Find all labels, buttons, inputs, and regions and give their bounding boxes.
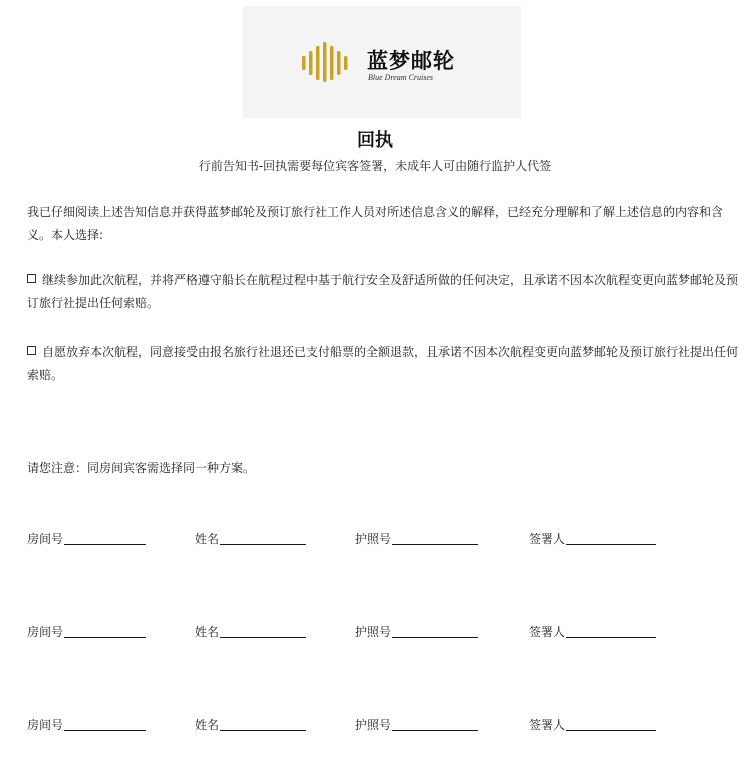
signer-blank[interactable]	[566, 622, 656, 638]
name-field	[195, 528, 306, 550]
name-blank[interactable]	[220, 622, 306, 638]
passport-field	[355, 714, 478, 736]
signer-blank[interactable]	[566, 715, 656, 731]
room-label: 房间号	[27, 625, 64, 639]
signer-field	[529, 528, 656, 550]
passport-blank[interactable]	[392, 529, 478, 545]
name-field	[195, 714, 306, 736]
room-field	[27, 714, 146, 736]
passport-label: 护照号	[355, 532, 392, 546]
room-field	[27, 621, 146, 643]
option-continue	[27, 269, 739, 315]
room-blank[interactable]	[64, 622, 146, 638]
name-field	[195, 621, 306, 643]
name-blank[interactable]	[220, 529, 306, 545]
signature-row	[0, 621, 750, 643]
page-subtitle: 行前告知书-回执需要每位宾客签署，未成年人可由随行监护人代签	[198, 159, 552, 173]
name-label: 姓名	[195, 625, 220, 639]
signer-field	[529, 621, 656, 643]
brand-name-en: Blue Dream Cruises	[368, 73, 434, 82]
option-withdraw	[27, 341, 739, 387]
signer-label: 签署人	[529, 718, 566, 732]
page-title: 回执	[357, 130, 393, 151]
room-blank[interactable]	[64, 529, 146, 545]
signer-field	[529, 714, 656, 736]
room-label: 房间号	[27, 532, 64, 546]
notice-text: 请您注意：同房间宾客需选择同一种方案。	[27, 461, 256, 475]
option-continue-label: 继续参加此次航程，并将严格遵守船长在航程过程中基于航行安全及舒适所做的任何决定，且承诺不因本次航程变更向蓝梦邮轮及预订旅行社提出任何索赔。	[27, 273, 739, 310]
option-withdraw-checkbox[interactable]	[27, 346, 36, 355]
passport-blank[interactable]	[392, 622, 478, 638]
statement-text: 我已仔细阅读上述告知信息并获得蓝梦邮轮及预订旅行社工作人员对所述信息含义的解释，已经充分理解和了解上述信息的内容和含义。本人选择:	[27, 205, 724, 242]
passport-blank[interactable]	[392, 715, 478, 731]
room-field	[27, 528, 146, 550]
passport-field	[355, 528, 478, 550]
name-label: 姓名	[195, 532, 220, 546]
name-blank[interactable]	[220, 715, 306, 731]
room-blank[interactable]	[64, 715, 146, 731]
passport-label: 护照号	[355, 625, 392, 639]
room-label: 房间号	[27, 718, 64, 732]
signer-label: 签署人	[529, 625, 566, 639]
logo-bars-icon	[302, 42, 354, 82]
signature-row	[0, 714, 750, 736]
signer-label: 签署人	[529, 532, 566, 546]
passport-field	[355, 621, 478, 643]
option-continue-checkbox[interactable]	[27, 274, 36, 283]
signature-row	[0, 528, 750, 550]
name-label: 姓名	[195, 718, 220, 732]
option-withdraw-label: 自愿放弃本次航程，同意接受由报名旅行社退还已支付船票的全额退款，且承诺不因本次航程变更向蓝梦邮轮及预订旅行社提出任何索赔。	[27, 345, 739, 382]
brand-logo	[243, 6, 521, 118]
signer-blank[interactable]	[566, 529, 656, 545]
brand-name-cn: 蓝梦邮轮	[367, 48, 455, 73]
passport-label: 护照号	[355, 718, 392, 732]
